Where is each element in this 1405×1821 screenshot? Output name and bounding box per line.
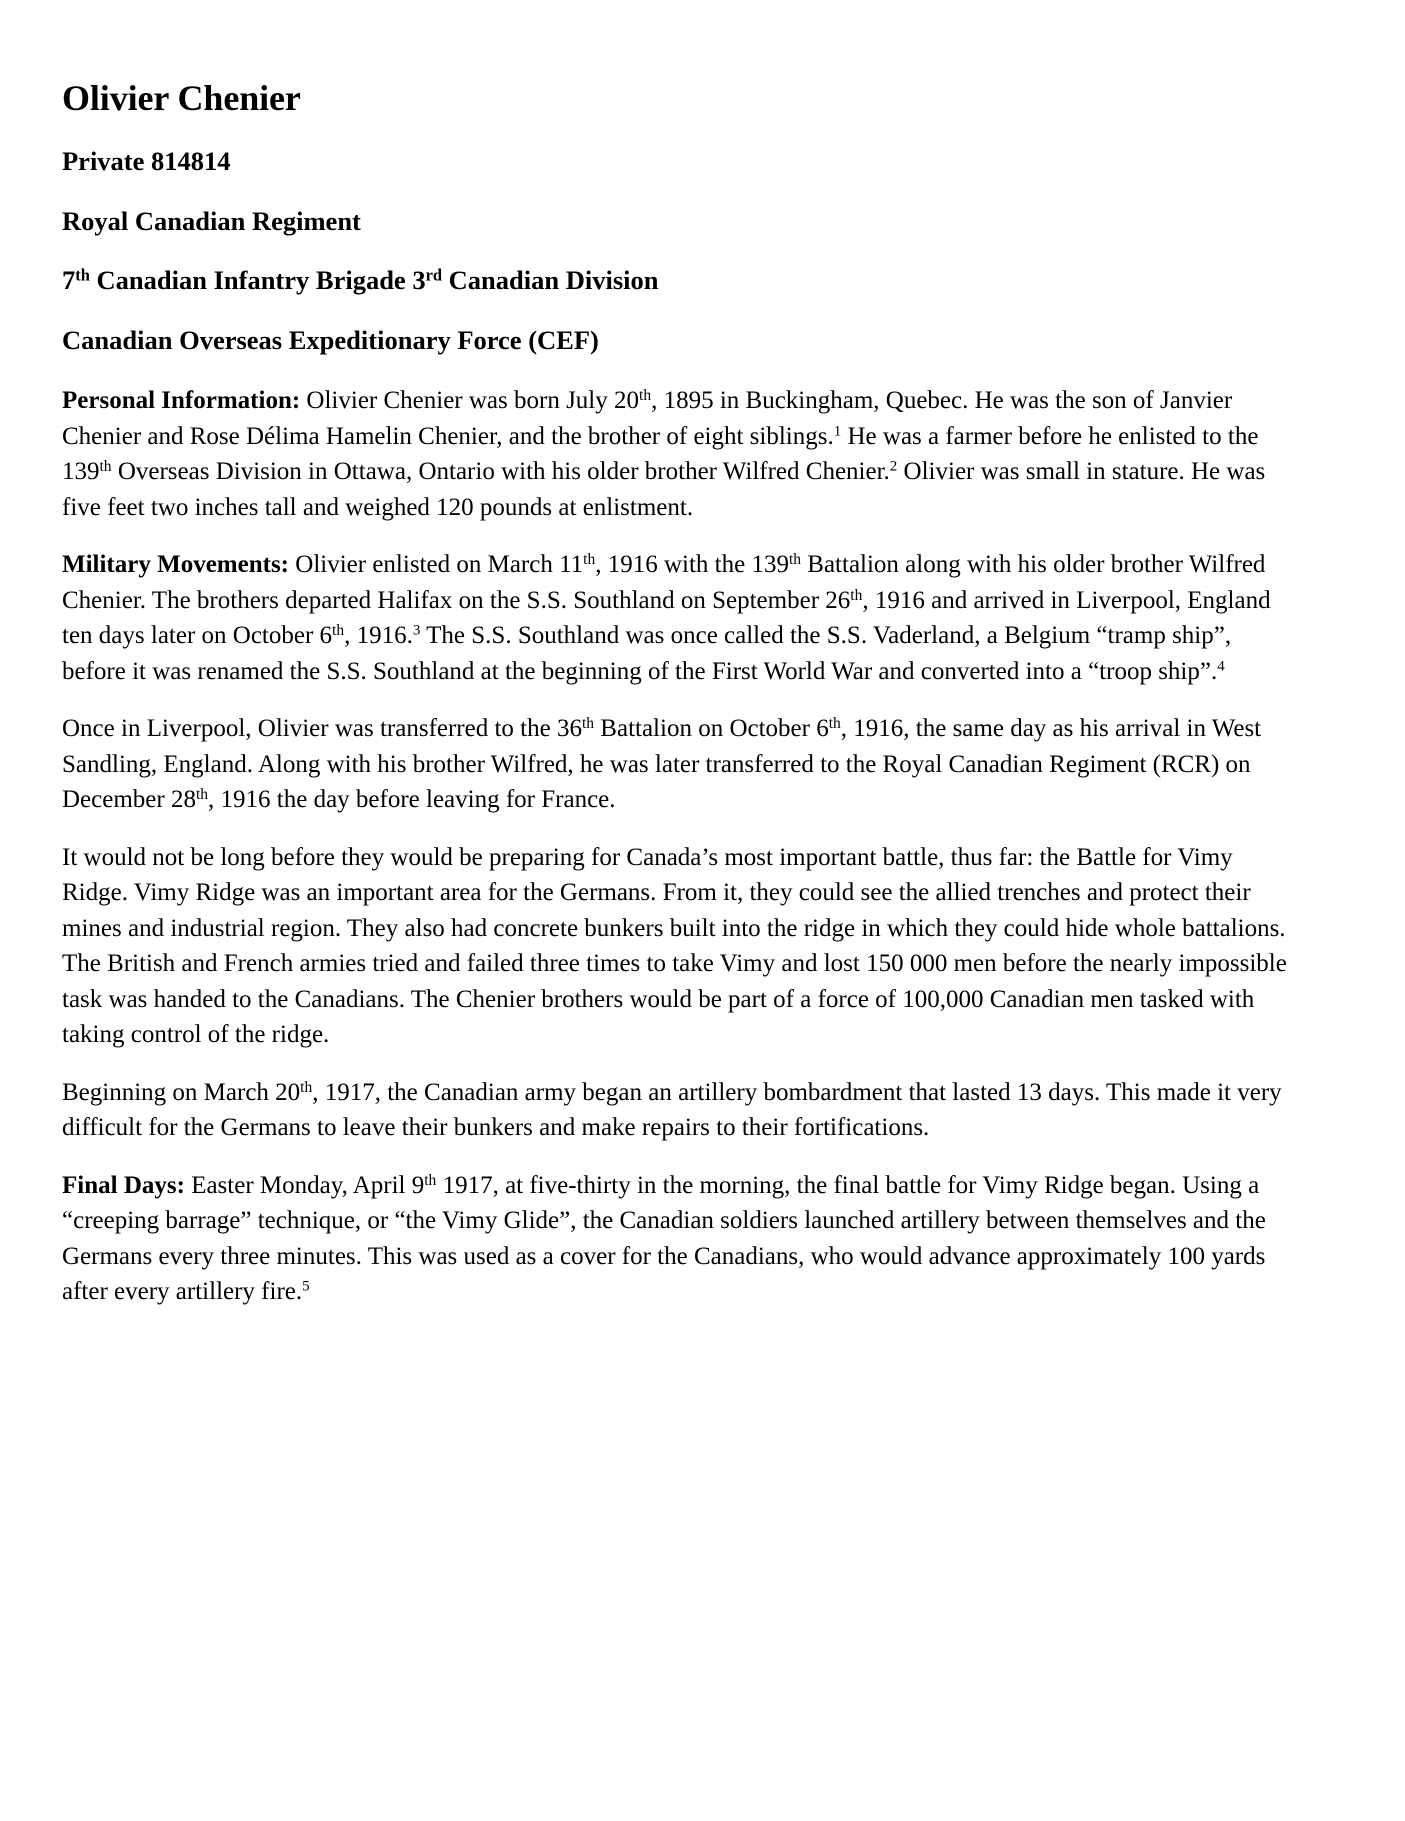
personal-information-text-5: Olivier was small in stature. He was five feet two inches tall and weighed 120 pounds at enlistment.	[62, 458, 1266, 521]
page-title: Olivier Chenier	[62, 78, 301, 118]
rank-and-service-number-heading: Private 814814	[62, 146, 231, 177]
battalion-139-ordinal-suffix: th	[788, 551, 802, 569]
liverpool-transfer-text-4: , 1916 the day before leaving for France.	[208, 786, 616, 814]
paragraph-final-days	[62, 1168, 1295, 1310]
paragraph-military-movements	[62, 547, 1295, 689]
departure-date-ordinal-suffix: th	[850, 586, 863, 604]
regiment-heading: Royal Canadian Regiment	[62, 205, 361, 236]
paragraph-liverpool-transfer	[62, 711, 1295, 818]
bombardment-date-ordinal-suffix: th	[300, 1078, 313, 1096]
division-ordinal-suffix: rd	[425, 265, 443, 285]
force-heading: Canadian Overseas Expeditionary Force (CEF)	[62, 324, 599, 355]
footnote-reference-5[interactable]: 5	[302, 1278, 310, 1295]
birth-date-ordinal-suffix: th	[639, 387, 652, 405]
bombardment-text-2: , 1917, the Canadian army began an artillery bombardment that lasted 13 days. This made it very difficult for the Germans to leave their bunkers and make repairs to their fortifications.	[62, 1078, 1282, 1142]
brigade-ordinal-suffix: th	[75, 265, 90, 285]
paragraph-artillery-bombardment	[62, 1075, 1295, 1146]
military-movements-text-4: , 1916 and arrived in Liverpool, England ten days later on October 6	[62, 586, 1271, 650]
december-date-ordinal-suffix: th	[195, 786, 209, 804]
military-movements-text-5: , 1916.	[344, 622, 413, 650]
liverpool-transfer-text-2: Battalion on October 6	[594, 715, 829, 743]
october-date-ordinal-suffix: th	[828, 715, 841, 733]
battalion-36-ordinal-suffix: th	[581, 715, 595, 733]
brigade-number: 7	[62, 265, 76, 296]
arrival-date-ordinal-suffix: th	[332, 622, 345, 640]
enlistment-date-ordinal-suffix: th	[583, 551, 596, 569]
personal-information-text-1: Olivier Chenier was born July 20	[300, 387, 640, 415]
paragraph-personal-information	[62, 383, 1295, 525]
final-days-text-1: Easter Monday, April 9	[184, 1171, 425, 1199]
personal-information-text-3: He was a farmer before he enlisted to the 139	[62, 422, 1259, 486]
military-movements-text-6: The S.S. Southland was once called the S.S. Vaderland, a Belgium “tramp ship”, before it was renamed the S.S. Southland at the beginning of the First World War and converted into a “troop ship”.	[62, 622, 1232, 685]
personal-information-text-4: Overseas Division in Ottawa, Ontario with his older brother Wilfred Chenier.	[111, 458, 890, 486]
brigade-division-heading	[62, 265, 1295, 295]
overseas-division-ordinal-suffix: th	[99, 458, 112, 476]
easter-monday-ordinal-suffix: th	[424, 1171, 437, 1189]
military-movements-text-3: Battalion along with his older brother Wilfred Chenier. The brothers departed Halifax on the S.S. Southland on September 26	[62, 551, 1266, 614]
paragraph-vimy-ridge-background: It would not be long before they would be preparing for Canada’s most important battle, thus far: the Battle for Vimy Ridge. Vimy Ridge was an important area for the Germans. From it, they could see the allied trenches and protect their mines and industrial region. They also had concrete bunkers built into the ridge in which they could hide whole battalions. The British and French armies tried and failed three times to take Vimy and lost 150 000 men before the nearly impossible task was handed to the Canadians. The Chenier brothers would be part of a force of 100,000 Canadian men tasked with taking control of the ridge.	[62, 843, 1287, 1049]
final-days-label: Final Days:	[62, 1171, 185, 1199]
footnote-reference-3[interactable]: 3	[412, 622, 421, 639]
personal-information-text-2: , 1895 in Buckingham, Quebec. He was the son of Janvier Chenier and Rose Délima Hamelin Chenier, and the brother of eight siblings.	[62, 387, 1233, 450]
division-text: Canadian Division	[442, 265, 659, 296]
division-number: 3	[412, 265, 426, 296]
military-movements-text-2: , 1916 with the 139	[595, 551, 789, 579]
military-movements-label: Military Movements:	[62, 551, 290, 579]
personal-information-label: Personal Information:	[62, 387, 301, 415]
footnote-reference-2[interactable]: 2	[889, 458, 898, 475]
footnote-reference-4[interactable]: 4	[1217, 658, 1225, 674]
liverpool-transfer-text-3: , 1916, the same day as his arrival in West Sandling, England. Along with his brother Wilfred, he was later transferred to the Royal Canadian Regiment (RCR) on December 28	[62, 715, 1262, 814]
liverpool-transfer-text-1: Once in Liverpool, Olivier was transferred to the 36	[62, 715, 582, 743]
bombardment-text-1: Beginning on March 20	[62, 1078, 301, 1106]
military-movements-text-1: Olivier enlisted on March 11	[289, 551, 584, 579]
footnote-reference-1[interactable]: 1	[833, 423, 842, 439]
final-days-text-2: 1917, at five-thirty in the morning, the final battle for Vimy Ridge began. Using a “creeping barrage” technique, or “the Vimy Glide”, the Canadian soldiers launched artillery between themselves and the Germans every three minutes. This was used as a cover for the Canadians, who would advance approximately 100 yards after every artillery fire.	[62, 1171, 1266, 1306]
brigade-text: Canadian Infantry Brigade	[89, 265, 413, 296]
